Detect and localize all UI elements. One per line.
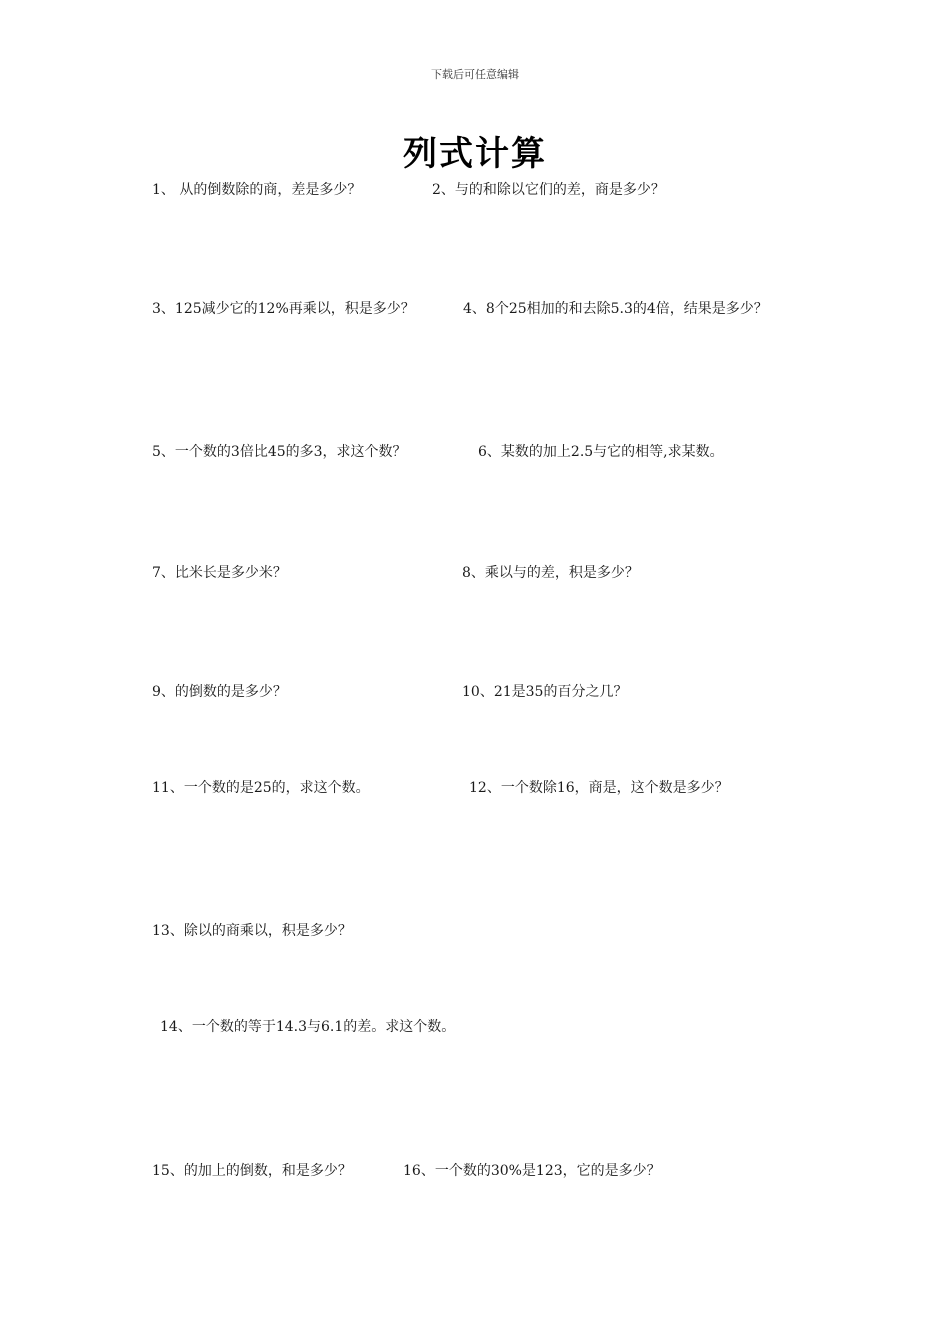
question-13: 13、除以的商乘以，积是多少？ [152, 923, 352, 939]
question-6: 6、某数的加上2.5与它的相等,求某数。 [478, 444, 724, 460]
question-2: 2、与的和除以它们的差，商是多少？ [432, 182, 665, 198]
question-9: 9、的倒数的是多少？ [152, 684, 287, 700]
question-5: 5、一个数的3倍比45的多3，求这个数？ [152, 444, 407, 460]
question-15: 15、的加上的倒数，和是多少？ [152, 1163, 352, 1179]
header-note: 下载后可任意编辑 [431, 68, 519, 81]
question-3: 3、125减少它的12%再乘以，积是多少？ [152, 301, 415, 317]
question-14: 14、一个数的等于14.3与6.1的差。求这个数。 [160, 1019, 456, 1035]
question-12: 12、一个数除16，商是，这个数是多少？ [469, 780, 729, 796]
question-7: 7、比米长是多少米？ [152, 565, 287, 581]
question-8: 8、乘以与的差，积是多少？ [462, 565, 639, 581]
question-10: 10、21是35的百分之几？ [462, 684, 628, 700]
question-16: 16、一个数的30%是123，它的是多少？ [403, 1163, 661, 1179]
question-11: 11、一个数的是25的，求这个数。 [152, 780, 370, 796]
question-4: 4、8个25相加的和去除5.3的4倍，结果是多少？ [463, 301, 768, 317]
page-title: 列式计算 [403, 134, 547, 174]
question-1: 1、 从的倒数除的商，差是多少？ [152, 182, 362, 198]
